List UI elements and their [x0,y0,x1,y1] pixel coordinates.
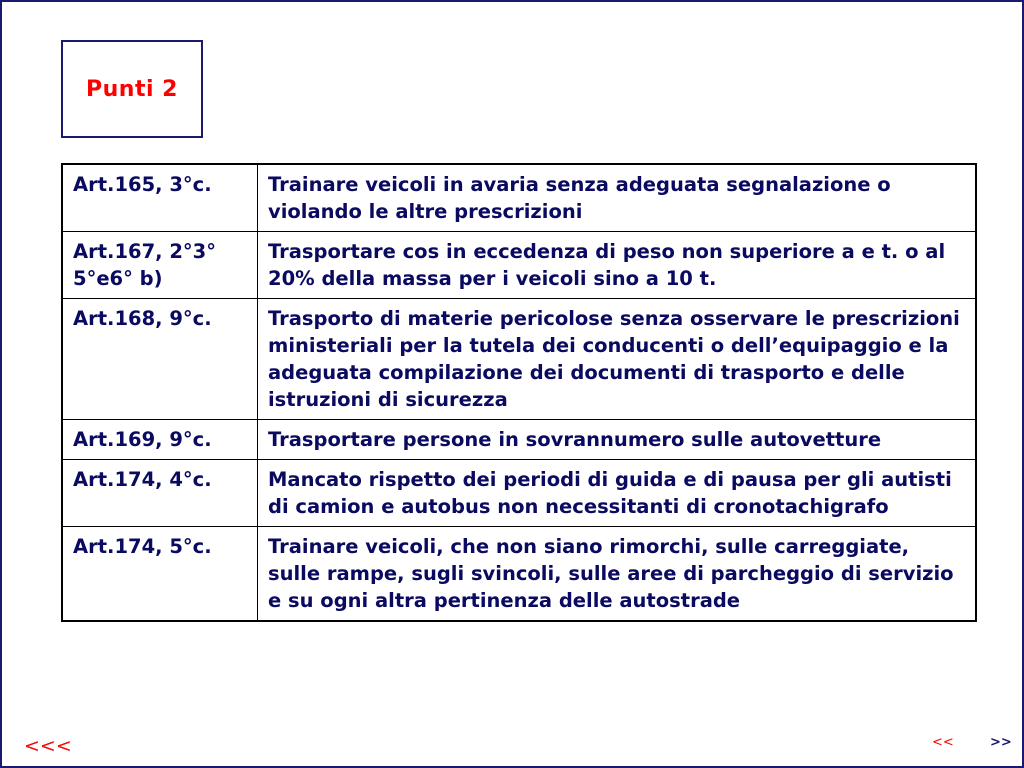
slide-title: Punti 2 [86,76,178,102]
article-cell: Art.167, 2°3° 5°e6° b) [62,232,258,299]
article-cell: Art.168, 9°c. [62,299,258,420]
previous-slide-link[interactable]: << [932,735,954,750]
violations-table [61,163,977,622]
next-slide-link[interactable]: >> [990,735,1012,750]
table-row [62,527,976,622]
table-row [62,420,976,460]
description-cell: Trainare veicoli, che non siano rimorchi, sulle carreggiate, sulle rampe, sugli svincoli, sulle aree di parcheggio di servizio e su ogni altra pertinenza delle autostrade [258,527,977,622]
table-row [62,460,976,527]
article-cell: Art.174, 5°c. [62,527,258,622]
table-row [62,232,976,299]
article-cell: Art.174, 4°c. [62,460,258,527]
description-cell: Trasportare cos in eccedenza di peso non superiore a e t. o al 20% della massa per i veicoli sino a 10 t. [258,232,977,299]
description-cell: Trasportare persone in sovrannumero sulle autovetture [258,420,977,460]
description-cell: Trainare veicoli in avaria senza adeguata segnalazione o violando le altre prescrizioni [258,164,977,232]
description-cell: Trasporto di materie pericolose senza osservare le prescrizioni ministeriali per la tutela dei conducenti o dell’equipaggio e la adeguata compilazione dei documenti di trasporto e delle istruzioni di sicurezza [258,299,977,420]
table-row [62,299,976,420]
table-row [62,164,976,232]
article-cell: Art.169, 9°c. [62,420,258,460]
description-cell: Mancato rispetto dei periodi di guida e di pausa per gli autisti di camion e autobus non necessitanti di cronotachigrafo [258,460,977,527]
article-cell: Art.165, 3°c. [62,164,258,232]
first-slide-link[interactable]: <<< [24,735,72,757]
title-box [61,40,203,138]
